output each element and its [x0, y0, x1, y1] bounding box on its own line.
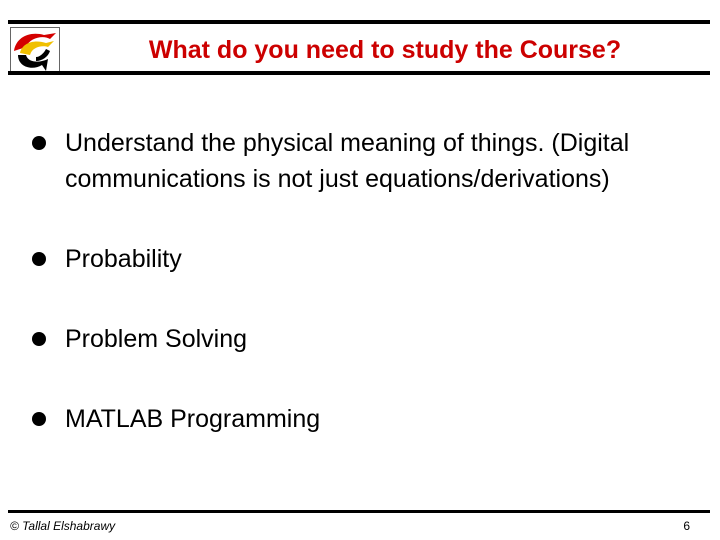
bullet-text-line1: Understand the physical meaning of things. (Digital: [65, 129, 630, 157]
bullet-text-line1: MATLAB Programming: [65, 405, 321, 433]
footer-rule: [8, 510, 710, 513]
bullet-dot-icon: [32, 252, 46, 266]
bullet-dot-icon: [32, 412, 46, 426]
footer-author: © Tallal Elshabrawy: [10, 519, 116, 533]
bullet-dot-icon: [32, 136, 46, 150]
bullet-text-line1: Probability: [65, 245, 182, 273]
bullet-text-line2: communications is not just equations/derivations): [65, 165, 610, 193]
page-number: 6: [683, 519, 690, 533]
bullet-dot-icon: [32, 332, 46, 346]
bullet-text-line1: Problem Solving: [65, 325, 248, 353]
slide-title: What do you need to study the Course?: [148, 36, 622, 64]
